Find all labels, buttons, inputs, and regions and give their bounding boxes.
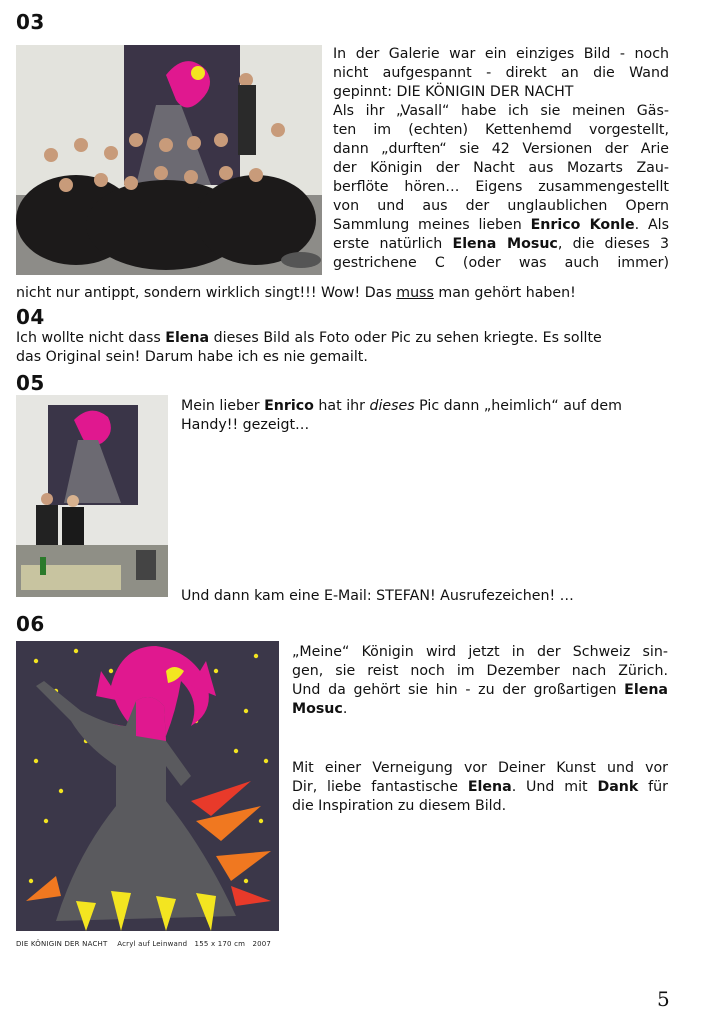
section-03-text bbox=[333, 45, 669, 273]
painting-caption: DIE KÖNIGIN DER NACHT Acryl auf Leinwand 155 x 170 cm 2007 bbox=[16, 940, 272, 948]
name-elena: Elena bbox=[165, 330, 210, 346]
text-line: der Königin der Nacht aus Mozarts Zau- bbox=[333, 160, 669, 176]
name-enrico-konle: Enrico Konle bbox=[530, 217, 635, 233]
section-05-email-line: Und dann kam eine E-Mail: STEFAN! Ausrufezeichen! … bbox=[181, 588, 574, 604]
text-line: In der Galerie war ein einziges Bild - noch bbox=[333, 46, 669, 62]
text-line bbox=[181, 397, 671, 416]
underlined-word: muss bbox=[396, 285, 434, 301]
word-dank: Dank bbox=[597, 779, 639, 795]
text-run: hat ihr bbox=[313, 398, 370, 414]
text-line: nicht aufgespannt - direkt an die Wand bbox=[333, 65, 669, 81]
section-06-dedication bbox=[292, 759, 668, 816]
painting-title-line: gepinnt: DIE KÖNIGIN DER NACHT bbox=[333, 84, 574, 100]
text-line: Handy!! gezeigt… bbox=[181, 417, 310, 433]
text-run: Ich wollte nicht dass bbox=[16, 330, 166, 346]
text-line: das Original sein! Darum habe ich es nie gemailt. bbox=[16, 349, 368, 365]
section-03-last-line bbox=[16, 284, 676, 303]
text-run: Sammlung meines lieben bbox=[333, 217, 531, 233]
name-elena: Elena bbox=[624, 682, 668, 698]
text-run: Pic dann „heimlich“ auf dem bbox=[414, 398, 622, 414]
text-line: berflöte hören… Eigens zusammengestellt bbox=[333, 179, 669, 195]
section-number-06: 06 bbox=[16, 612, 45, 636]
name-mosuc: Mosuc bbox=[292, 701, 343, 717]
section-06-text bbox=[292, 643, 668, 719]
text-run: nicht nur antippt, sondern wirklich singt!!! Wow! Das bbox=[16, 285, 397, 301]
text-run: für bbox=[638, 779, 668, 795]
text-run: . Und mit bbox=[511, 779, 598, 795]
text-run: Dir, liebe fantastische bbox=[292, 779, 468, 795]
text-line: die Inspiration zu diesem Bild. bbox=[292, 798, 507, 814]
text-line: von und aus der unglaublichen Opern bbox=[333, 198, 669, 214]
text-run: Mein lieber bbox=[181, 398, 265, 414]
text-line: Als ihr „Vasall“ habe ich sie meinen Gäs- bbox=[333, 103, 669, 119]
section-number-05: 05 bbox=[16, 371, 45, 395]
text-run: . Als bbox=[634, 217, 670, 233]
text-line bbox=[16, 329, 676, 348]
text-run: , die dieses 3 bbox=[557, 236, 670, 252]
text-line bbox=[292, 778, 668, 797]
text-run: Und da gehört sie hin - zu der großartigen bbox=[292, 682, 625, 698]
text-line bbox=[333, 216, 669, 235]
text-line: gestrichene C (oder was auch immer) bbox=[333, 255, 669, 271]
text-line: ten im (echten) Kettenhemd vorgestellt, bbox=[333, 122, 669, 138]
text-run: dieses Bild als Foto oder Pic zu sehen kriegte. Es sollte bbox=[209, 330, 602, 346]
name-enrico: Enrico bbox=[264, 398, 314, 414]
section-number-03: 03 bbox=[16, 10, 45, 34]
handy-photo bbox=[16, 395, 168, 597]
text-line: „Meine“ Königin wird jetzt in der Schweiz sin- bbox=[292, 644, 668, 660]
text-line: gen, sie reist noch im Dezember nach Zürich. bbox=[292, 663, 668, 679]
text-run: . bbox=[342, 701, 348, 717]
section-04-text bbox=[16, 329, 676, 367]
text-run: man gehört haben! bbox=[433, 285, 576, 301]
section-number-04: 04 bbox=[16, 305, 45, 329]
text-line bbox=[292, 681, 668, 700]
painting-koenigin-der-nacht bbox=[16, 641, 279, 931]
text-line: Mit einer Verneigung vor Deiner Kunst und vor bbox=[292, 760, 668, 776]
name-elena-mosuc: Elena Mosuc bbox=[452, 236, 558, 252]
name-elena: Elena bbox=[467, 779, 512, 795]
gallery-group-photo bbox=[16, 45, 322, 275]
text-line bbox=[292, 700, 668, 719]
italic-word: dieses bbox=[369, 398, 415, 414]
section-05-text bbox=[181, 397, 671, 435]
text-line bbox=[333, 235, 669, 254]
text-run: erste natürlich bbox=[333, 236, 453, 252]
text-line: dann „durften“ sie 42 Versionen der Arie bbox=[333, 141, 669, 157]
page-number: 5 bbox=[657, 987, 670, 1011]
